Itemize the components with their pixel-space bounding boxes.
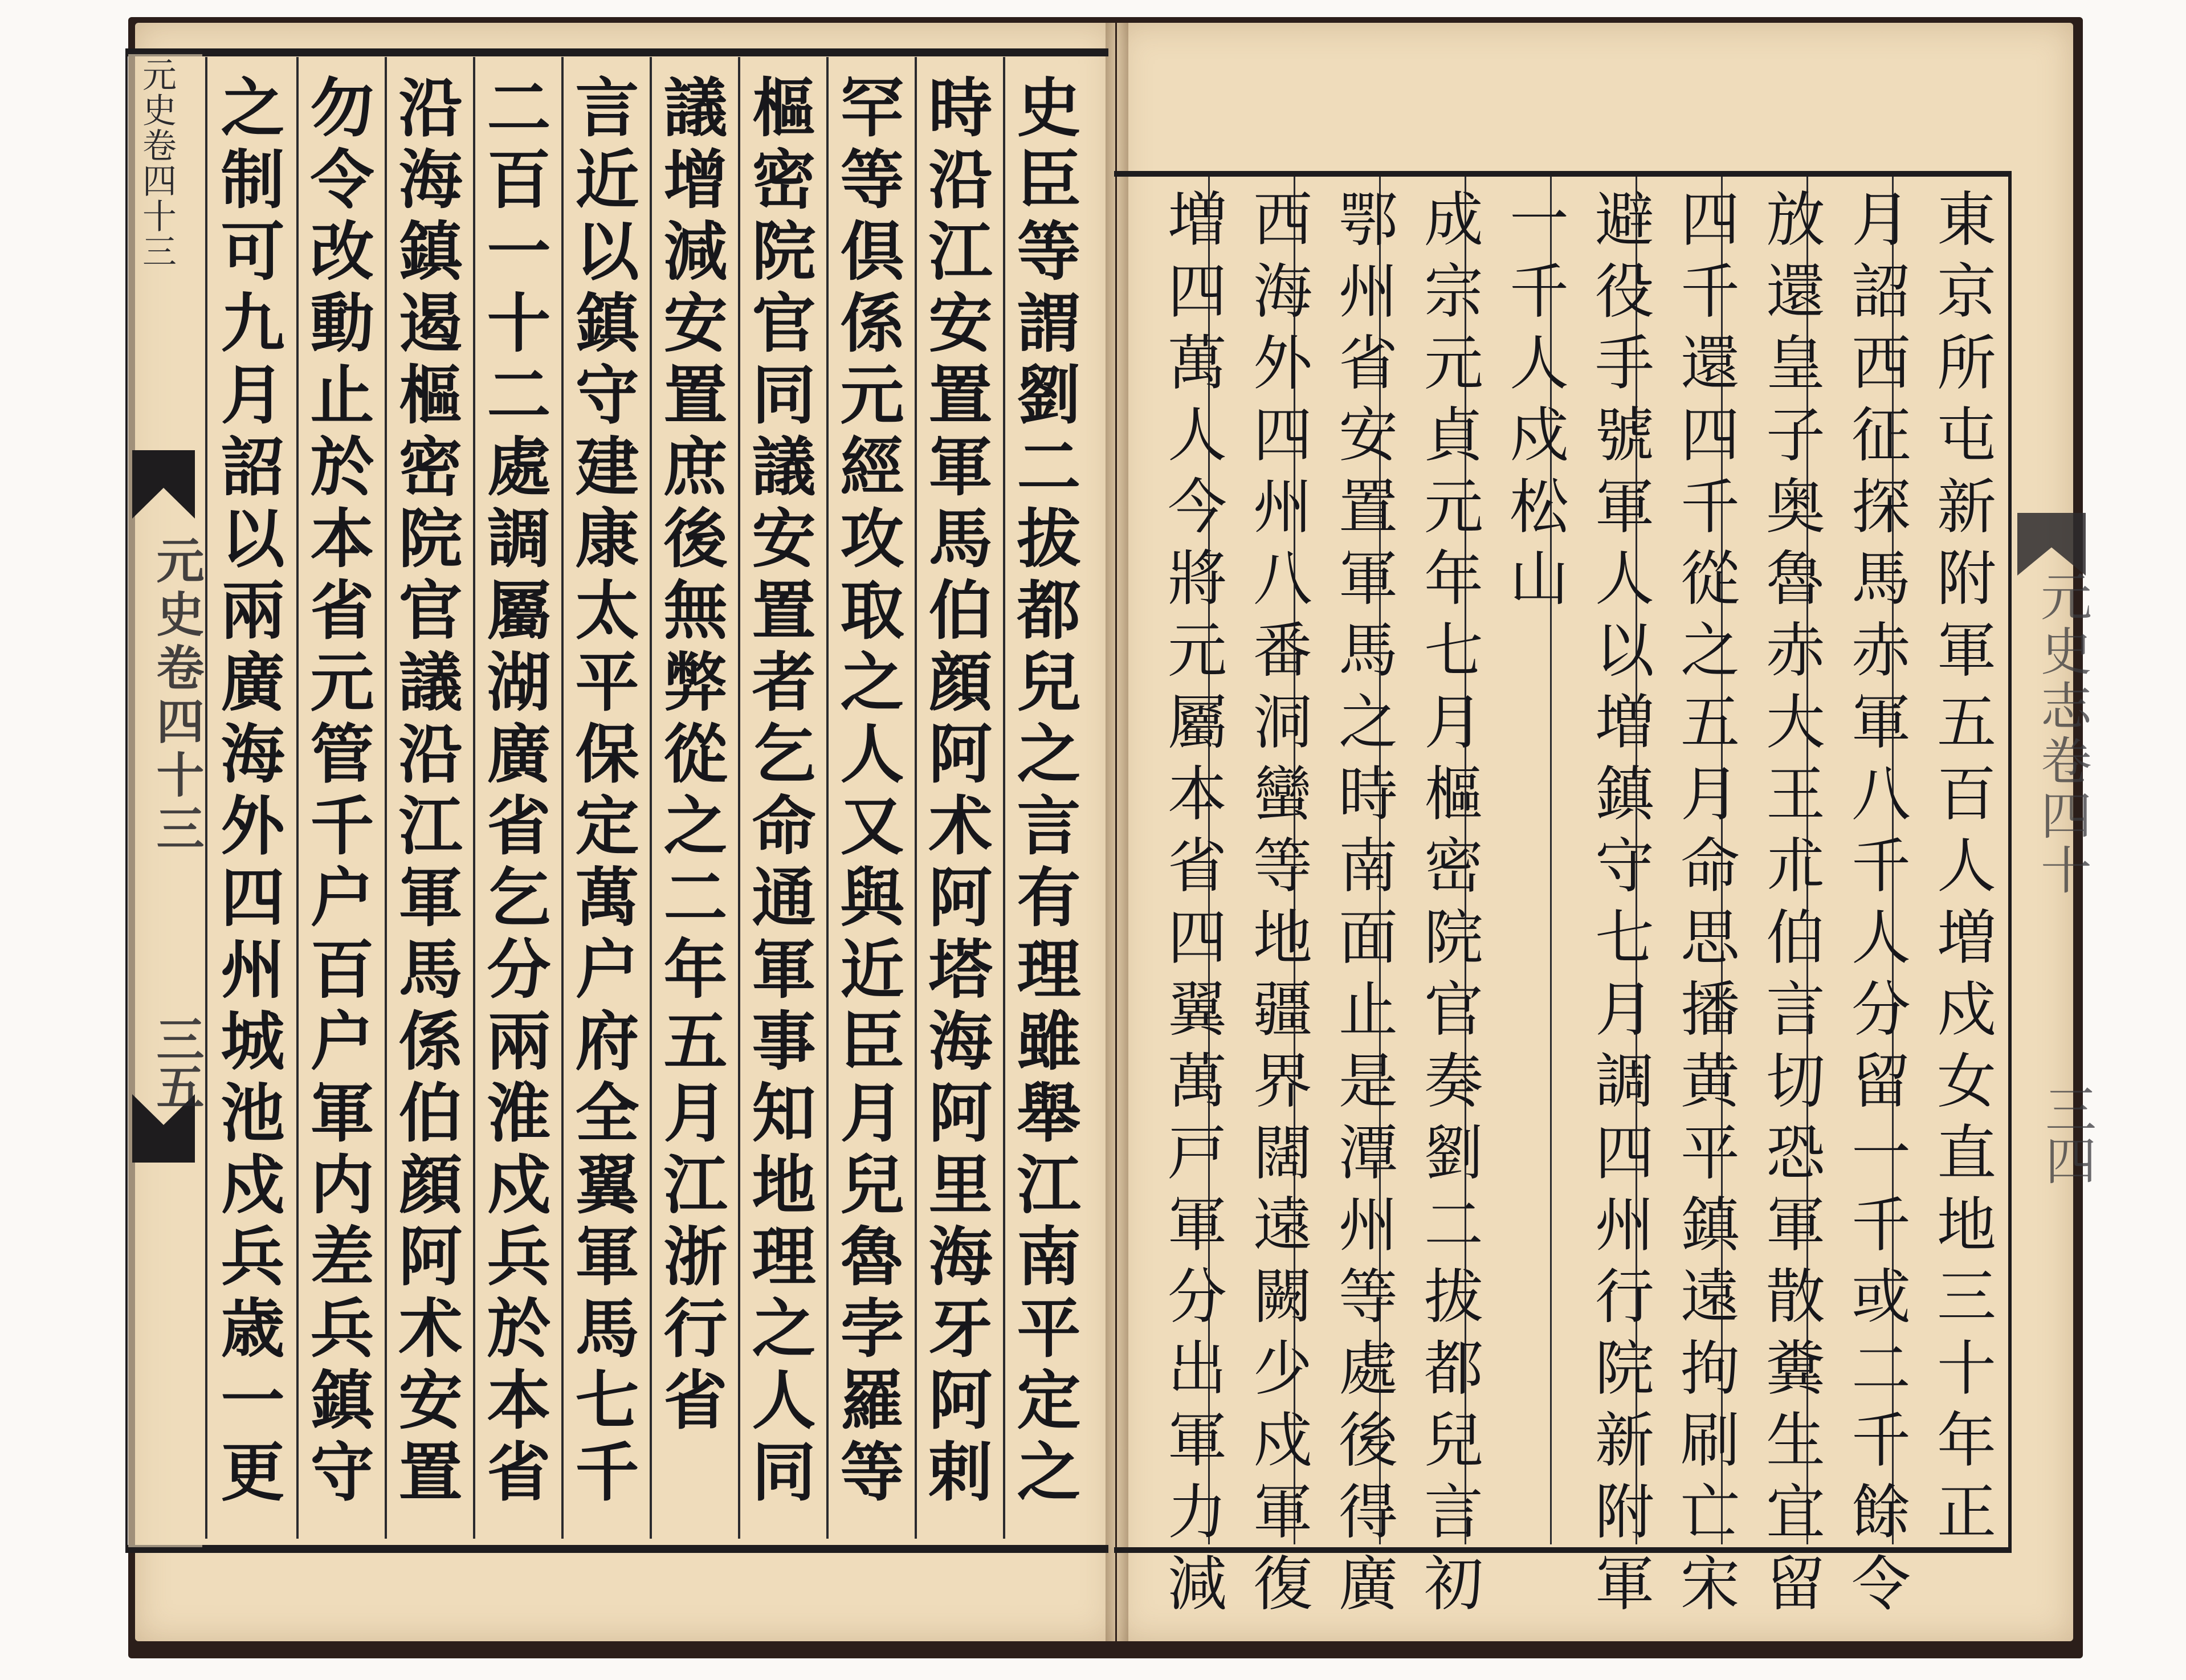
right-page-number: 三四: [2036, 1083, 2096, 1185]
left-text-column: 史臣等謂劉二拔都兒之言有理雖舉江南平定之: [1006, 74, 1081, 1510]
left-text-column: 沿海鎮遏樞密院官議沿江軍馬係伯顔阿术安置: [388, 74, 463, 1510]
left-page-number: 三五: [149, 1014, 205, 1110]
column-rule: [738, 57, 740, 1539]
column-rule: [385, 57, 387, 1539]
left-text-column: 二百一十二處調屬湖廣省乞分兩淮戍兵於本省: [476, 74, 551, 1510]
right-text-column: 成宗元貞元年七月樞密院官奏劉二拔都兒言初: [1414, 188, 1483, 1624]
column-rule: [1003, 57, 1005, 1539]
left-text-column: 樞密院官同議安置者乞命通軍事知地理之人同: [741, 74, 816, 1510]
left-text-column: 議增減安置庶後無弊從之二年五月江浙行省: [653, 74, 728, 1438]
right-text-column: 四千還四千從之五月命思播黄平鎮遠拘刷亡宋: [1670, 188, 1740, 1624]
right-text-column: 一千人戍松山: [1499, 188, 1569, 619]
column-rule: [650, 57, 652, 1539]
right-text-column: 東京所屯新附軍五百人増戍女直地三十年正: [1927, 188, 1996, 1552]
column-rule: [205, 57, 207, 1539]
left-text-column: 言近以鎮守建康太平保定萬户府全翼軍馬七千: [565, 74, 639, 1510]
right-text-column: 増四萬人今將元屬本省四翼萬戸軍分出軍力減: [1157, 188, 1227, 1624]
left-text-column: 勿令改動止於本省元管千户百户軍内差兵鎮守: [300, 74, 374, 1510]
left-page-margin-title: 元史卷四十三: [149, 536, 205, 857]
left-text-column: 之制可九月詔以兩廣海外四州城池戍兵歳一更: [210, 74, 285, 1510]
left-text-column: 罕等倶係元經攻取之人又與近臣月兒魯孛羅等: [830, 74, 904, 1510]
right-text-column: 月詔西征探馬赤軍八千人分留一千或二千餘令: [1841, 188, 1911, 1624]
column-rule: [561, 57, 564, 1539]
right-text-column: 放還皇子奥魯赤大王朮伯言切恐軍散糞生宜留: [1756, 188, 1825, 1624]
right-text-column: 鄂州省安置軍馬之時南面止是潭州等處後得廣: [1328, 188, 1398, 1624]
right-page-margin-title: 元史志卷四十: [2032, 570, 2091, 898]
column-rule: [826, 57, 829, 1539]
left-page-header: 元史卷四十三: [137, 57, 177, 269]
column-rule: [915, 57, 917, 1539]
right-text-column: 西海外四州八番洞蠻等地疆界闊遠闕少戍軍復: [1243, 188, 1312, 1624]
column-rule: [296, 57, 299, 1539]
column-rule: [473, 57, 475, 1539]
right-text-column: 避役手號軍人以増鎮守七月調四州行院新附軍: [1585, 188, 1654, 1624]
left-text-column: 時沿江安置軍馬伯顔阿术阿塔海阿里海牙阿剌: [918, 74, 993, 1510]
